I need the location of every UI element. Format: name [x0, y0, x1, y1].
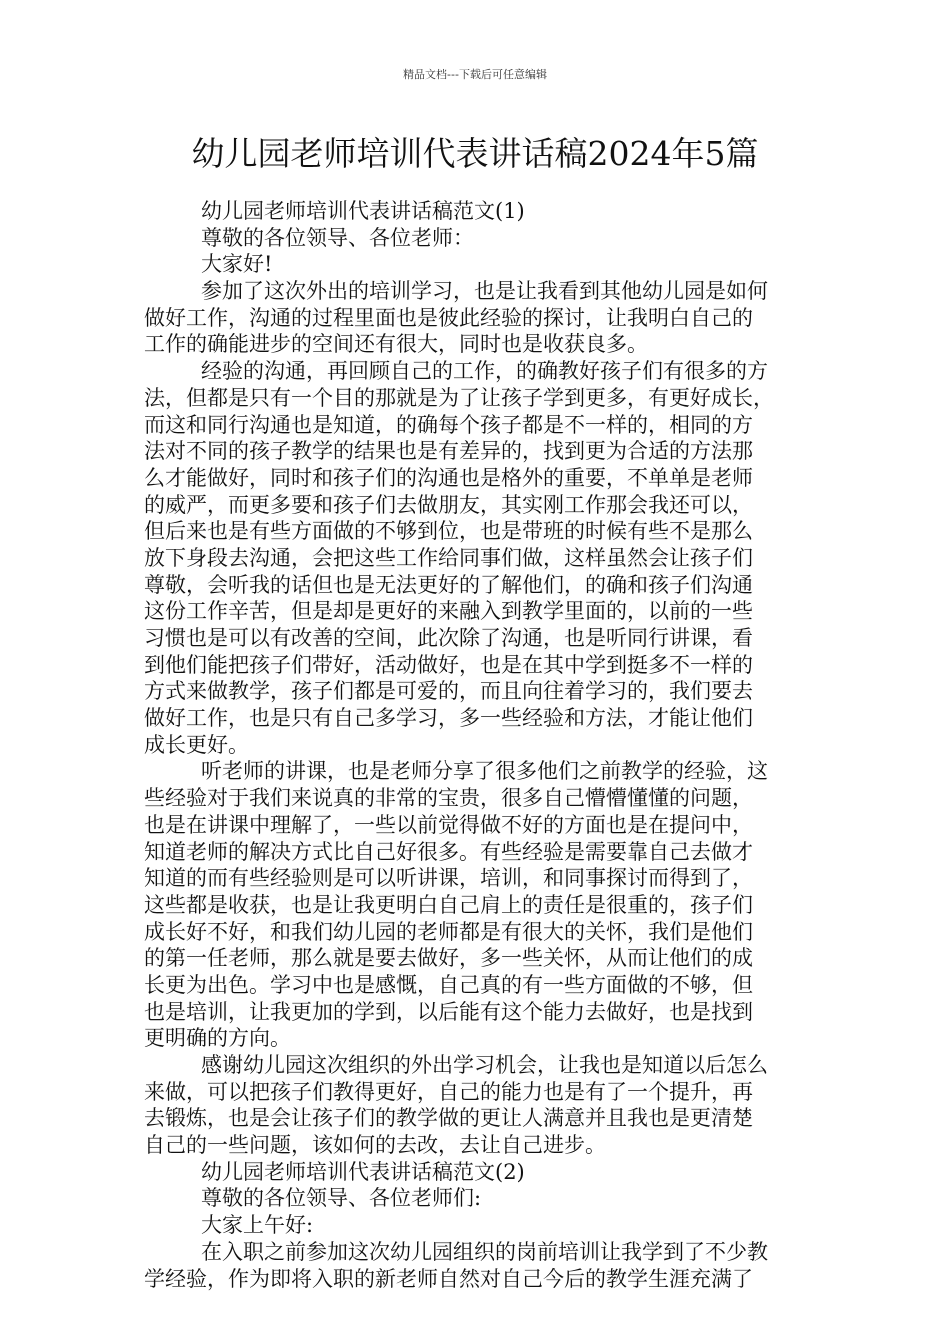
text-line: 更明确的方向。 — [144, 1026, 291, 1051]
text-line: 自己的一些问题，该如何的去改，去让自己进步。 — [144, 1133, 606, 1158]
text-line: 成长更好。 — [144, 732, 249, 757]
text-line: 长更为出色。学习中也是感慨，自己真的有一些方面做的不够，但 — [144, 972, 753, 997]
text-line: 放下身段去沟通，会把这些工作给同事们做，这样虽然会让孩子们 — [144, 545, 753, 570]
text-line: 做好工作，沟通的过程里面也是彼此经验的探讨，让我明白自己的 — [144, 305, 753, 330]
text-line: 尊敬的各位领导、各位老师： — [201, 225, 474, 250]
text-line: 工作的确能进步的空间还有很大，同时也是收获良多。 — [144, 332, 648, 357]
text-line: 幼儿园老师培训代表讲话稿范文(1) — [201, 199, 525, 223]
text-line: 但后来也是有些方面做的不够到位，也是带班的时候有些不是那么 — [144, 519, 753, 544]
text-line: 知道老师的解决方式比自己好很多。有些经验是需要靠自己去做才 — [144, 839, 753, 864]
text-line: 么才能做好，同时和孩子们的沟通也是格外的重要，不单单是老师 — [144, 465, 753, 490]
text-line: 法对不同的孩子教学的结果也是有差异的，找到更为合适的方法那 — [144, 439, 753, 464]
text-line: 法，但都是只有一个目的那就是为了让孩子学到更多，有更好成长， — [144, 385, 774, 410]
page-header: 精品文档---下载后可任意编辑 — [403, 68, 547, 81]
text-line: 感谢幼儿园这次组织的外出学习机会，让我也是知道以后怎么 — [201, 1053, 768, 1077]
text-line: 在入职之前参加这次幼儿园组织的岗前培训让我学到了不少教 — [201, 1239, 768, 1264]
text-line: 方式来做教学，孩子们都是可爱的，而且向往着学习的，我们要去 — [144, 679, 753, 704]
text-line: 尊敬，会听我的话但也是无法更好的了解他们，的确和孩子们沟通 — [144, 572, 753, 597]
text-line: 知道的而有些经验则是可以听讲课，培训，和同事探讨而得到了， — [144, 866, 753, 891]
text-line: 而这和同行沟通也是知道，的确每个孩子都是不一样的，相同的方 — [144, 412, 753, 437]
text-line: 听老师的讲课，也是老师分享了很多他们之前教学的经验，这 — [201, 759, 768, 784]
document-body — [144, 198, 812, 1292]
text-line: 些经验对于我们来说真的非常的宝贵，很多自己懵懵懂懂的问题， — [144, 786, 753, 811]
text-line: 去锻炼，也是会让孩子们的教学做的更让人满意并且我也是更清楚 — [144, 1106, 753, 1131]
text-line: 参加了这次外出的培训学习，也是让我看到其他幼儿园是如何 — [201, 279, 768, 304]
text-line: 也是培训，让我更加的学到，以后能有这个能力去做好，也是找到 — [144, 999, 753, 1024]
text-line: 幼儿园老师培训代表讲话稿范文(2) — [201, 1159, 525, 1184]
text-line: 做好工作，也是只有自己多学习，多一些经验和方法，才能让他们 — [144, 706, 753, 731]
text-line: 成长好不好，和我们幼儿园的老师都是有很大的关怀，我们是他们 — [144, 919, 753, 944]
text-line: 这份工作辛苦，但是却是更好的来融入到教学里面的，以前的一些 — [144, 599, 753, 624]
text-line: 到他们能把孩子们带好，活动做好，也是在其中学到挺多不一样的 — [144, 652, 753, 677]
text-line: 也是在讲课中理解了，一些以前觉得做不好的方面也是在提问中， — [144, 812, 753, 837]
text-line: 尊敬的各位领导、各位老师们: — [201, 1186, 482, 1211]
text-line: 这些都是收获，也是让我更明白自己肩上的责任是很重的，孩子们 — [144, 892, 753, 917]
text-line: 经验的沟通，再回顾自己的工作，的确教好孩子们有很多的方 — [201, 359, 768, 384]
text-line: 习惯也是可以有改善的空间，此次除了沟通，也是听同行讲课，看 — [144, 626, 753, 650]
document-title: 幼儿园老师培训代表讲话稿2024年5篇 — [191, 134, 759, 173]
text-line: 大家好! — [201, 252, 273, 277]
text-line: 学经验，作为即将入职的新老师自然对自己今后的教学生涯充满了 — [144, 1266, 753, 1291]
text-line: 大家上午好: — [201, 1213, 314, 1238]
text-line: 的威严，而更多要和孩子们去做朋友，其实刚工作那会我还可以， — [144, 492, 753, 517]
text-line: 来做，可以把孩子们教得更好，自己的能力也是有了一个提升，再 — [144, 1079, 753, 1104]
text-line: 的第一任老师，那么就是要去做好，多一些关怀，从而让他们的成 — [144, 946, 753, 971]
